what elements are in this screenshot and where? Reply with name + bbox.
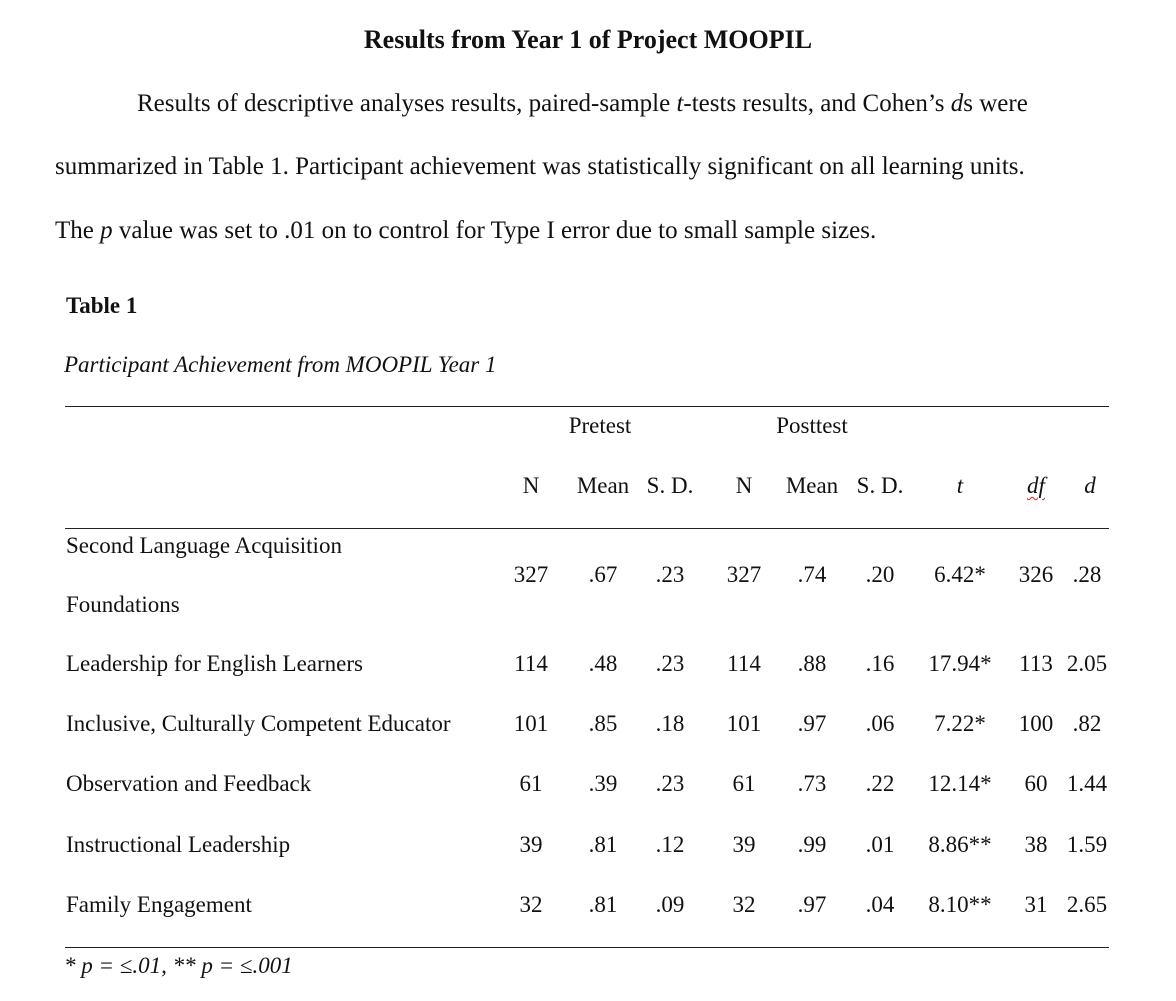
- row-label: Instructional Leadership: [66, 832, 291, 857]
- cell-df: 100: [1018, 711, 1054, 736]
- paragraph-line-3: [55, 216, 876, 246]
- cell-pre-sd: .18: [655, 711, 685, 736]
- cell-pre-n: 61: [519, 771, 543, 796]
- table-header-rule: [65, 528, 1109, 529]
- table-top-rule: [65, 406, 1109, 407]
- paragraph-text: Results of descriptive analyses results, paired-sample: [137, 90, 677, 117]
- table-label: Table 1: [66, 293, 138, 318]
- pretest-header: Pretest: [568, 413, 632, 438]
- cell-t: 8.86**: [928, 832, 992, 857]
- cell-df: 31: [1024, 892, 1048, 917]
- cell-pre-sd: .12: [655, 832, 685, 857]
- row-label-cont: Foundations: [66, 592, 180, 617]
- cell-post-n: 61: [732, 771, 756, 796]
- col-header-pre-n: N: [522, 473, 540, 498]
- col-header-pre-sd: S. D.: [646, 473, 694, 498]
- cell-pre-n: 32: [519, 892, 543, 917]
- col-header-post-mean: Mean: [785, 473, 839, 498]
- cell-post-sd: .16: [865, 651, 895, 676]
- row-label: Second Language Acquisition: [66, 533, 342, 558]
- cell-t: 12.14*: [928, 771, 992, 796]
- italic-d: d: [950, 90, 964, 117]
- paragraph-text: The: [55, 217, 101, 244]
- cell-d: .28: [1072, 562, 1102, 587]
- table-bottom-rule: [65, 947, 1109, 948]
- paragraph-text: -tests results, and Cohen’s: [683, 90, 951, 117]
- posttest-header: Posttest: [776, 413, 848, 438]
- col-header-pre-mean: Mean: [576, 473, 630, 498]
- cell-post-sd: .01: [865, 832, 895, 857]
- cell-t: 6.42*: [934, 562, 986, 587]
- table-note: * p = ≤.01, ** p = ≤.001: [64, 953, 293, 978]
- cell-d: 1.44: [1066, 771, 1108, 796]
- cell-post-n: 114: [727, 651, 761, 676]
- cell-pre-mean: .81: [588, 832, 618, 857]
- cell-pre-n: 101: [513, 711, 549, 736]
- cell-post-mean: .88: [797, 651, 827, 676]
- row-label: Observation and Feedback: [66, 771, 312, 796]
- italic-t: t: [676, 90, 684, 117]
- cell-t: 7.22*: [934, 711, 986, 736]
- cell-pre-n: 327: [513, 562, 549, 587]
- cell-pre-n: 39: [519, 832, 543, 857]
- cell-df: 113: [1019, 651, 1053, 676]
- cell-d: 2.65: [1066, 892, 1108, 917]
- cell-post-sd: .22: [865, 771, 895, 796]
- cell-post-sd: .06: [865, 711, 895, 736]
- table-caption: Participant Achievement from MOOPIL Year 1: [64, 352, 497, 377]
- col-header-df: [1016, 472, 1056, 500]
- paragraph-text: s were: [963, 90, 1028, 117]
- row-label: Family Engagement: [66, 892, 252, 917]
- cell-post-n: 39: [732, 832, 756, 857]
- row-label: Inclusive, Culturally Competent Educator: [66, 711, 451, 736]
- cell-pre-mean: .81: [588, 892, 618, 917]
- cell-post-mean: .97: [797, 892, 827, 917]
- cell-pre-mean: .39: [588, 771, 618, 796]
- cell-df: 60: [1024, 771, 1048, 796]
- cell-pre-sd: .09: [655, 892, 685, 917]
- cell-pre-sd: .23: [655, 562, 685, 587]
- cell-post-n: 327: [726, 562, 762, 587]
- row-label: Leadership for English Learners: [66, 651, 363, 676]
- cell-post-n: 32: [732, 892, 756, 917]
- cell-post-mean: .99: [797, 832, 827, 857]
- paragraph-line-2: summarized in Table 1. Participant achievement was statistically significant on all learning units.: [55, 153, 1025, 180]
- col-header-post-sd: S. D.: [856, 473, 904, 498]
- cell-pre-n: 114: [514, 651, 548, 676]
- cell-d: 1.59: [1066, 832, 1108, 857]
- col-header-d: d: [1084, 473, 1096, 498]
- italic-p: p: [100, 217, 113, 244]
- cell-post-sd: .20: [865, 562, 895, 587]
- cell-pre-mean: .67: [588, 562, 618, 587]
- cell-post-mean: .73: [797, 771, 827, 796]
- cell-t: 8.10**: [928, 892, 992, 917]
- cell-post-mean: .74: [797, 562, 827, 587]
- cell-d: .82: [1072, 711, 1102, 736]
- page-title: Results from Year 1 of Project MOOPIL: [363, 25, 813, 54]
- cell-post-sd: .04: [865, 892, 895, 917]
- cell-df: 326: [1018, 562, 1054, 587]
- cell-df: 38: [1024, 832, 1048, 857]
- col-header-post-n: N: [735, 473, 753, 498]
- cell-t: 17.94*: [928, 651, 992, 676]
- cell-pre-mean: .48: [588, 651, 618, 676]
- paragraph-line-1: [137, 89, 1028, 119]
- col-header-df-text: df: [1027, 473, 1045, 498]
- paragraph-text: value was set to .01 on to control for Type I error due to small sample sizes.: [112, 217, 877, 244]
- cell-pre-mean: .85: [588, 711, 618, 736]
- cell-pre-sd: .23: [655, 651, 685, 676]
- cell-post-n: 101: [726, 711, 762, 736]
- cell-post-mean: .97: [797, 711, 827, 736]
- col-header-t: t: [956, 473, 964, 498]
- cell-pre-sd: .23: [655, 771, 685, 796]
- cell-d: 2.05: [1066, 651, 1108, 676]
